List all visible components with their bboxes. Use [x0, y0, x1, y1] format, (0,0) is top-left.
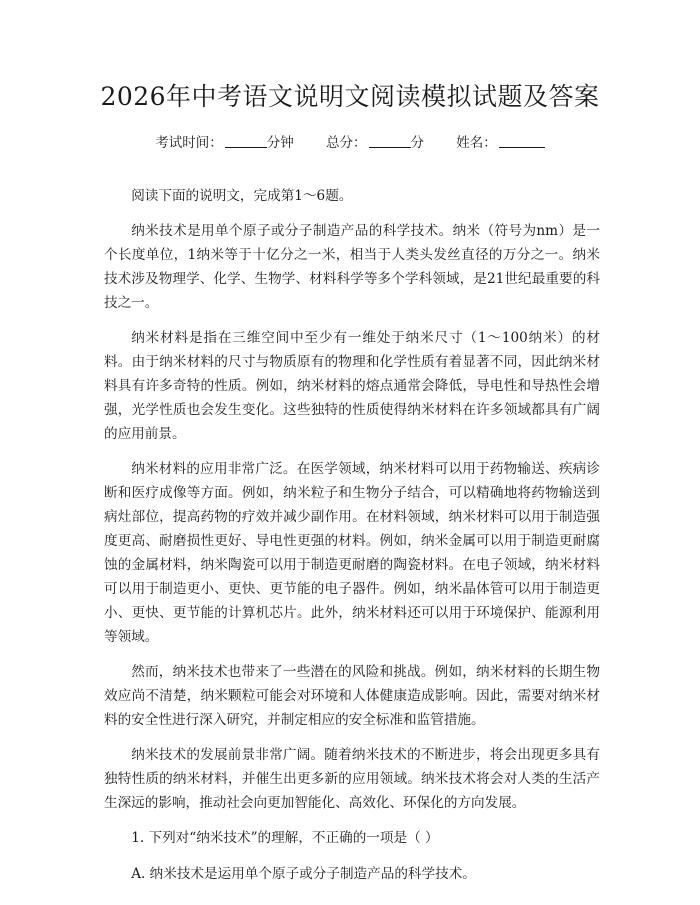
- total-score-blank: [369, 134, 411, 148]
- passage-paragraph: 纳米技术是用单个原子或分子制造产品的科学技术。纳米（符号为nm）是一个长度单位，1纳米等于十亿分之一米，相当于人类头发丝直径的万分之一。纳米技术涉及物理学、化学、生物学、材料科学等多个学科领域，是21世纪最重要的科技之一。: [104, 223, 600, 311]
- student-name-label: 姓名：: [456, 135, 497, 151]
- total-score-field: [326, 133, 424, 153]
- total-score-label: 总分：: [326, 135, 367, 151]
- student-name-blank: [499, 134, 545, 148]
- instruction-text: 阅读下面的说明文，完成第1～6题。: [131, 188, 353, 204]
- exam-time-blank: [225, 134, 267, 148]
- student-name-field: [456, 133, 545, 153]
- question-1: 1. 下列对“纳米技术”的理解，不正确的一项是（ ）: [131, 830, 439, 846]
- passage-paragraph: 纳米技术的发展前景非常广阔。随着纳米技术的不断进步，将会出现更多具有独特性质的纳米材料，并催生出更多新的应用领域。纳米技术将会对人类的生活产生深远的影响，推动社会向更加智能化、高效化、环保化的方向发展。: [104, 747, 600, 811]
- passage-paragraph: 纳米材料是指在三维空间中至少有一维处于纳米尺寸（1～100纳米）的材料。由于纳米材料的尺寸与物质原有的物理和化学性质有着显著不同，因此纳米材料具有许多奇特的性质。例如，纳米材料的熔点通常会降低，导电性和导热性会增强，光学性质也会发生变化。这些独特的性质使得纳米材料在许多领域都具有广阔的应用前景。: [104, 330, 600, 442]
- page-title: 2026年中考语文说明文阅读模拟试题及答案: [100, 82, 600, 111]
- exam-info-line: [0, 133, 700, 153]
- exam-time-label: 考试时间：: [155, 135, 223, 151]
- exam-time-unit: 分钟: [266, 135, 294, 151]
- passage-paragraph: 然而，纳米技术也带来了一些潜在的风险和挑战。例如，纳米材料的长期生物效应尚不清楚，纳米颗粒可能会对环境和人体健康造成影响。因此，需要对纳米材料的安全性进行深入研究，并制定相应的安全标准和监管措施。: [104, 664, 600, 728]
- exam-time-field: [155, 133, 294, 153]
- question-1-option-a: A. 纳米技术是运用单个原子或分子制造产品的科学技术。: [131, 866, 476, 882]
- passage-paragraph: 纳米材料的应用非常广泛。在医学领域，纳米材料可以用于药物输送、疾病诊断和医疗成像等方面。例如，纳米粒子和生物分子结合，可以精确地将药物输送到病灶部位，提高药物的疗效并减少副作用。在材料领域，纳米材料可以用于制造强度更高、耐磨损性更好、导电性更强的材料。例如，纳米金属可以用于制造更耐腐蚀的金属材料，纳米陶瓷可以用于制造更耐磨的陶瓷材料。在电子领域，纳米材料可以用于制造更小、更快、更节能的电子器件。例如，纳米晶体管可以用于制造更小、更快、更节能的计算机芯片。此外，纳米材料还可以用于环境保护、能源利用等领域。: [104, 461, 600, 645]
- total-score-unit: 分: [410, 135, 424, 151]
- reading-passage: [104, 184, 600, 897]
